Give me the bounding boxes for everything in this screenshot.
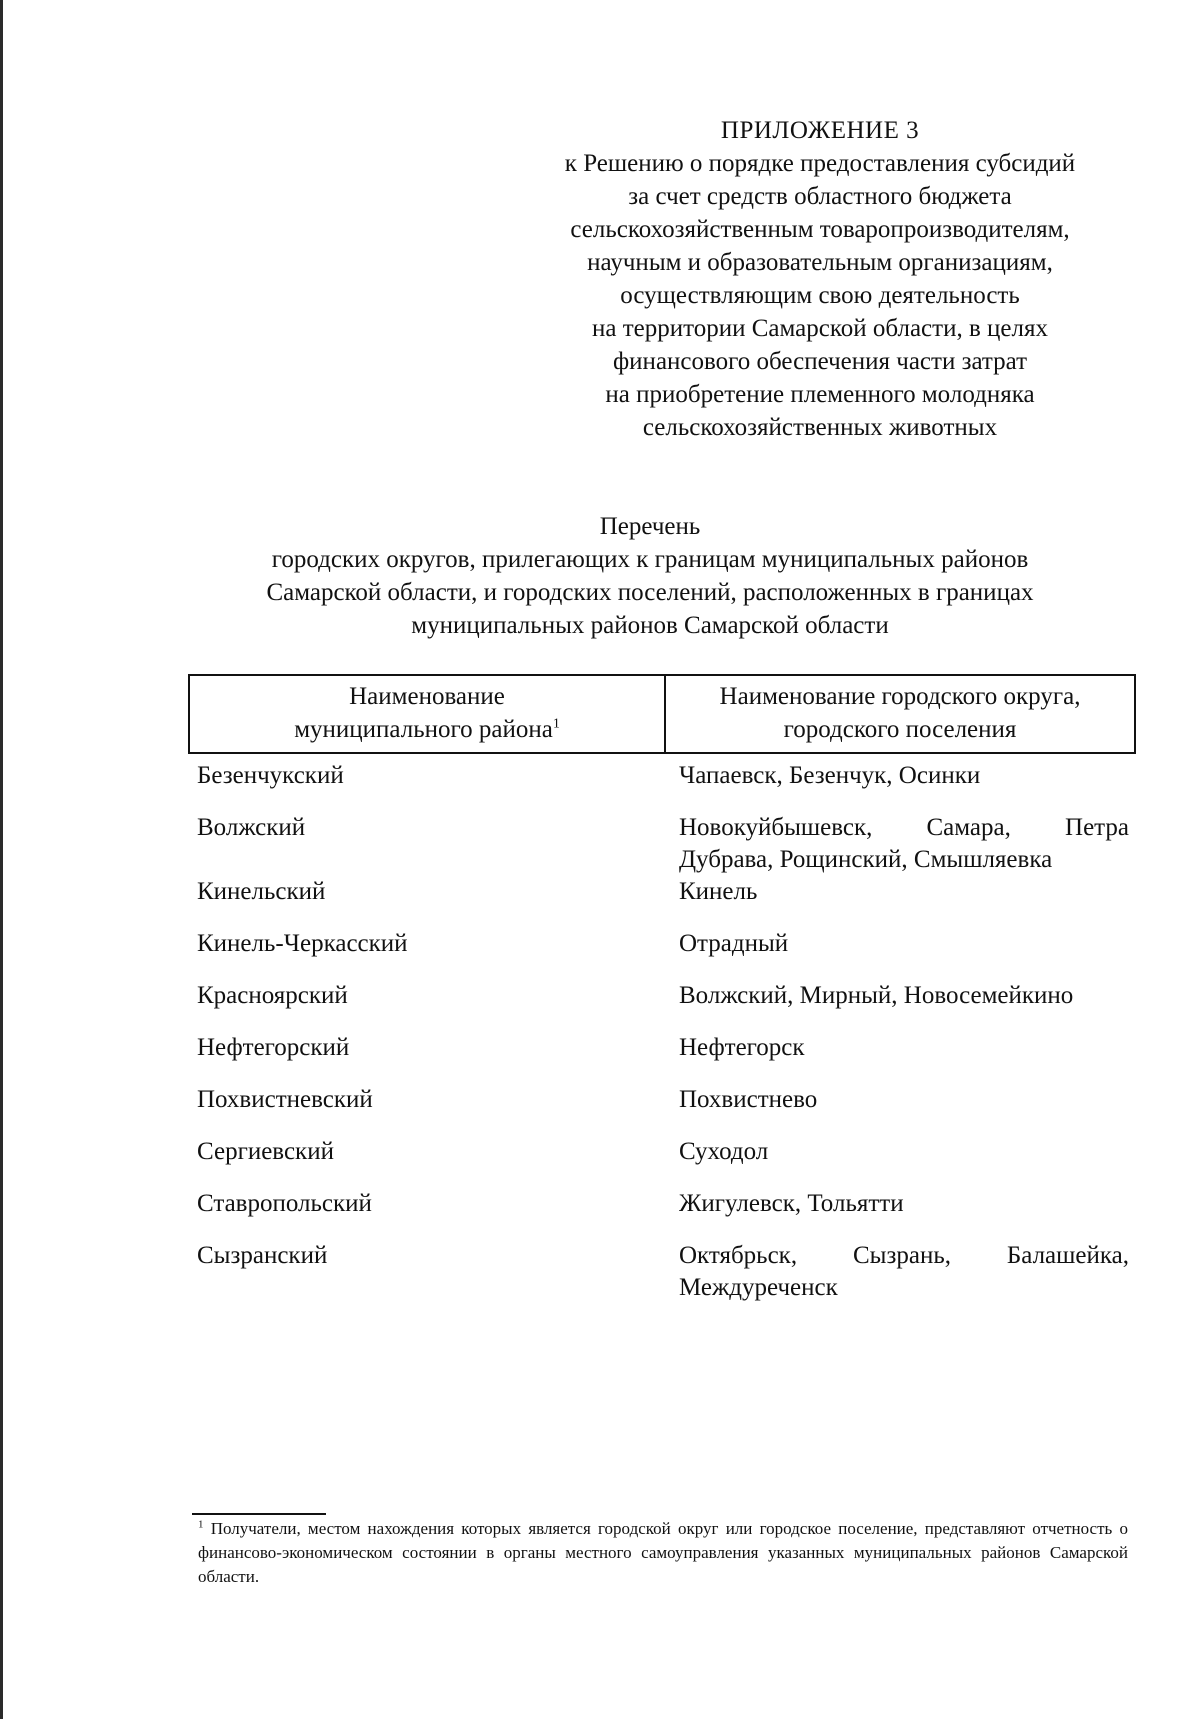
cities-cell: Суходол	[679, 1138, 769, 1165]
table-header-row	[189, 675, 1135, 753]
appendix-line: на приобретение племенного молодняка	[605, 381, 1035, 408]
cities-cell: Отрадный	[679, 930, 789, 957]
table-row	[189, 812, 1135, 876]
footnote	[198, 1517, 1128, 1589]
district-cell: Похвистневский	[197, 1086, 373, 1113]
cities-cell: Кинель	[679, 878, 758, 905]
cities-cell: Волжский, Мирный, Новосемейкино	[679, 982, 1074, 1009]
table-row	[189, 1136, 1135, 1188]
district-cell: Ставропольский	[197, 1190, 372, 1217]
table-row	[189, 1032, 1135, 1084]
list-title: Перечень	[599, 513, 701, 540]
appendix-header	[520, 114, 1120, 444]
table-row	[189, 928, 1135, 980]
appendix-title: ПРИЛОЖЕНИЕ 3	[720, 117, 920, 144]
appendix-line: на территории Самарской области, в целях	[592, 315, 1048, 342]
appendix-line: за счет средств областного бюджета	[628, 183, 1012, 210]
appendix-line: к Решению о порядке предоставления субсидий	[564, 150, 1076, 177]
column-header-line: Наименование	[349, 683, 505, 710]
footnote-marker: 1	[552, 716, 560, 732]
footnote-separator	[192, 1513, 326, 1515]
district-cell: Красноярский	[197, 982, 348, 1009]
cities-cell: Чапаевск, Безенчук, Осинки	[679, 762, 981, 789]
table-row	[189, 753, 1135, 812]
cities-cell: Октябрьск, Сызрань, Балашейка, Междуреченск	[679, 1242, 1129, 1301]
appendix-line: сельскохозяйственным товаропроизводителям,	[570, 216, 1070, 243]
scan-edge	[0, 0, 3, 1719]
list-subtitle-line: городских округов, прилегающих к границам муниципальных районов	[271, 546, 1029, 573]
column-header-text: муниципального района	[294, 716, 553, 743]
district-cell: Нефтегорский	[197, 1034, 350, 1061]
district-cell: Сергиевский	[197, 1138, 334, 1165]
column-header-line: Наименование городского округа,	[719, 683, 1081, 710]
table-row	[189, 876, 1135, 928]
table-row	[189, 1084, 1135, 1136]
district-cell: Кинельский	[197, 878, 326, 905]
cities-cell: Жигулевск, Тольятти	[679, 1190, 904, 1217]
district-cell: Безенчукский	[197, 762, 344, 789]
list-subtitle-line: муниципальных районов Самарской области	[411, 612, 889, 639]
cities-cell: Новокуйбышевск, Самара, Петра Дубрава, Рощинский, Смышляевка	[679, 814, 1129, 873]
district-cell: Сызранский	[197, 1242, 328, 1269]
district-cell: Волжский	[197, 814, 306, 841]
column-header-district	[189, 675, 665, 753]
list-heading	[190, 510, 1110, 642]
appendix-line: осуществляющим свою деятельность	[620, 282, 1020, 309]
districts-table	[188, 674, 1136, 1324]
footnote-mark: 1	[198, 1518, 204, 1531]
appendix-line: финансового обеспечения части затрат	[612, 348, 1028, 375]
table-row	[189, 1240, 1135, 1324]
footnote-text: Получатели, местом нахождения которых является городской округ или городское поселение, представляют отчетность о финансово-экономическом состоянии в органы местного самоуправления указанных муниципальных районов Самарской области.	[198, 1519, 1128, 1586]
table-row	[189, 1188, 1135, 1240]
appendix-line: научным и образовательным организациям,	[587, 249, 1053, 276]
table-row	[189, 980, 1135, 1032]
column-header-line: городского поселения	[783, 716, 1017, 743]
cities-cell: Похвистнево	[679, 1086, 818, 1113]
appendix-line: сельскохозяйственных животных	[642, 414, 998, 441]
list-subtitle-line: Самарской области, и городских поселений, расположенных в границах	[266, 579, 1034, 606]
district-cell: Кинель-Черкасский	[197, 930, 408, 957]
column-header-line	[198, 713, 656, 746]
column-header-cities	[665, 675, 1135, 753]
cities-cell: Нефтегорск	[679, 1034, 805, 1061]
